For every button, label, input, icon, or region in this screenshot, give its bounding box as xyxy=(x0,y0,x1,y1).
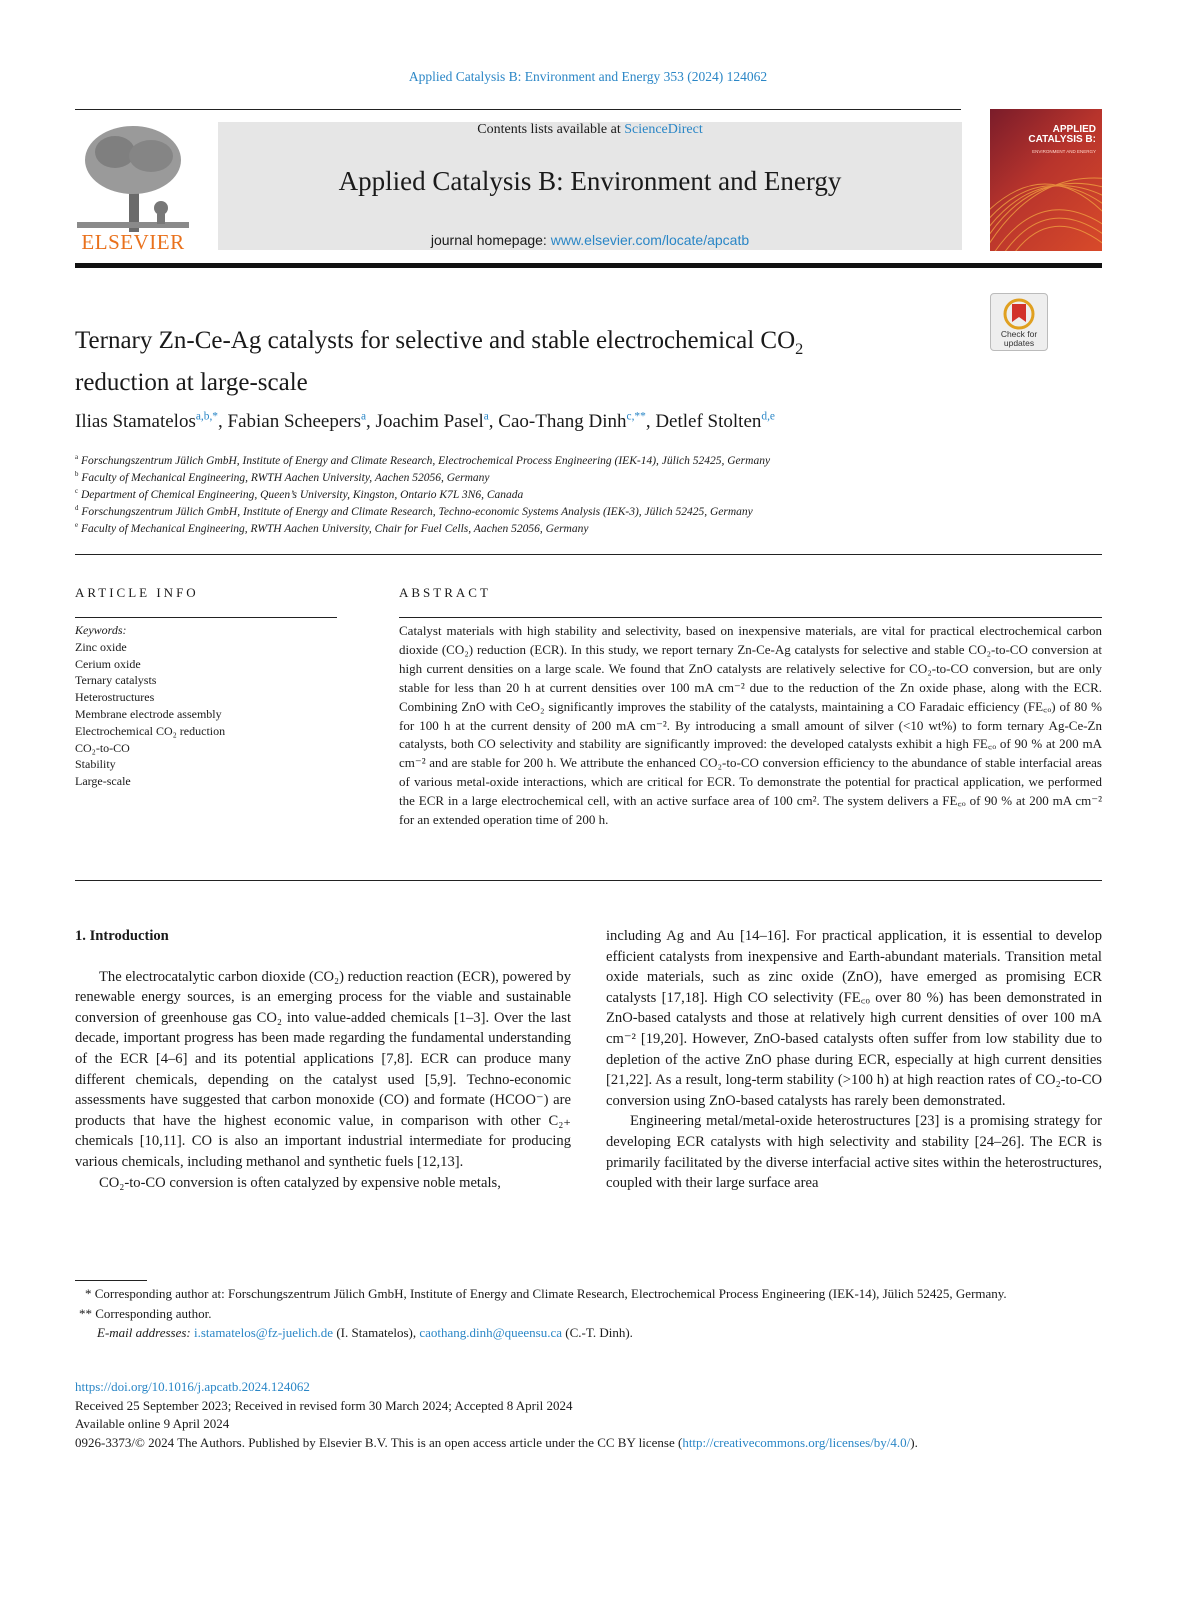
keyword-item: Zinc oxide xyxy=(75,639,127,654)
author-affiliation-marker[interactable]: a xyxy=(483,410,489,423)
email-name-1: (I. Stamatelos), xyxy=(336,1325,417,1340)
affiliation-item xyxy=(75,470,1105,487)
keyword-item: Ternary catalysts xyxy=(75,673,157,688)
affiliation-item xyxy=(75,487,1105,504)
journal-banner xyxy=(218,122,962,250)
email-label: E-mail addresses: xyxy=(97,1325,191,1340)
keyword-item: Membrane electrode assembly xyxy=(75,706,222,721)
homepage-prefix: journal homepage: xyxy=(430,232,547,248)
affiliation-key: c xyxy=(75,488,79,496)
footnote-corresponding-1: * Corresponding author at: Forschungszentrum Jülich GmbH, Institute of Energy and Climate Research, Electrochemical Process Engineering (IEK-14), Jülich 52425, Germany. xyxy=(85,1286,1007,1301)
author-name[interactable]: Cao-Thang Dinh xyxy=(498,411,627,432)
abstract-end-rule xyxy=(75,880,1102,881)
author-affiliation-marker[interactable]: c,** xyxy=(626,410,646,423)
keyword-list xyxy=(75,639,337,790)
publisher-name: ELSEVIER xyxy=(81,230,185,254)
author-affiliation-marker[interactable]: a xyxy=(360,410,367,423)
author-separator: , xyxy=(366,411,376,432)
journal-cover[interactable] xyxy=(990,109,1102,251)
license-link[interactable]: http://creativecommons.org/licenses/by/4.0/ xyxy=(682,1434,911,1450)
affiliation-key: e xyxy=(75,522,79,530)
cover-subtitle: ENVIRONMENT AND ENERGY xyxy=(1032,149,1096,154)
elsevier-logo xyxy=(73,122,193,254)
author-name[interactable]: Joachim Pasel xyxy=(375,411,484,432)
affiliation-key: a xyxy=(75,454,79,462)
homepage-link[interactable]: www.elsevier.com/locate/apcatb xyxy=(550,232,750,248)
keyword-item: CO₂-to-CO xyxy=(75,740,130,755)
body-column-right xyxy=(606,926,1102,1194)
section-heading-introduction: 1. Introduction xyxy=(75,928,169,944)
cover-title: APPLIED CATALYSIS B: xyxy=(1028,124,1096,145)
keyword-item: Stability xyxy=(75,757,116,772)
affiliation-text: Faculty of Mechanical Engineering, RWTH Aachen University, Chair for Fuel Cells, Aachen 52056, Germany xyxy=(78,523,589,535)
email-link-2[interactable]: caothang.dinh@queensu.ca xyxy=(419,1325,563,1340)
footnote-rule xyxy=(75,1280,147,1281)
article-title xyxy=(75,324,975,400)
keyword-item: Electrochemical CO₂ reduction xyxy=(75,723,226,738)
abstract-rule xyxy=(399,617,1102,618)
affiliation-key: b xyxy=(75,471,79,479)
license-prefix: 0926-3373/© 2024 The Authors. Published by Elsevier B.V. This is an open access article under the CC BY license ( xyxy=(75,1434,683,1450)
journal-homepage xyxy=(218,232,962,248)
author-separator: , xyxy=(218,411,228,432)
affiliation-text: Faculty of Mechanical Engineering, RWTH Aachen University, Aachen 52056, Germany xyxy=(78,472,490,484)
affiliation-list xyxy=(75,453,1105,538)
keyword-item: Large-scale xyxy=(75,774,131,789)
title-line-2: reduction at large-scale xyxy=(75,369,308,396)
doi-link[interactable]: https://doi.org/10.1016/j.apcatb.2024.124062 xyxy=(75,1379,310,1394)
article-info-rule xyxy=(75,617,337,618)
affiliation-item xyxy=(75,521,1105,538)
keyword-item: Cerium oxide xyxy=(75,656,141,671)
contents-prefix: Contents lists available at xyxy=(477,122,621,137)
title-subscript: 2 xyxy=(795,340,804,358)
author-separator: , xyxy=(488,411,499,432)
footnote-corresponding-2: ** Corresponding author. xyxy=(79,1305,212,1321)
abstract-heading: ABSTRACT xyxy=(399,585,491,600)
license-suffix: ). xyxy=(910,1434,918,1450)
body-paragraph: Engineering metal/metal-oxide heterostructures [23] is a promising strategy for developing ECR catalysts with high selectivity and stability [24–26]. The ECR is primarily facilitated by the diverse interfacial active sites within the heterostructures, coupled with their large surface area xyxy=(606,1113,1102,1192)
journal-reference[interactable]: Applied Catalysis B: Environment and Energy 353 (2024) 124062 xyxy=(408,69,768,84)
affiliation-rule xyxy=(75,554,1102,555)
author-name[interactable]: Detlef Stolten xyxy=(655,411,762,432)
affiliation-key: d xyxy=(75,505,79,513)
license-line xyxy=(75,1434,1115,1453)
footnotes xyxy=(75,1284,1102,1343)
author-name[interactable]: Ilias Stamatelos xyxy=(75,411,196,432)
sciencedirect-link[interactable]: ScienceDirect xyxy=(624,122,703,137)
abstract-text: Catalyst materials with high stability and selectivity, based on inexpensive materials, are vital for practical electrochemical carbon dioxide (CO₂) reduction (ECR). In this study, we report ternary Zn-Ce-Ag catalysts for selective and stable CO₂-to-CO conversion at high current densities on a large scale. We found that ZnO catalysts are relatively selective for CO₂-to-CO conversion, but are only stable for less than 20 h at current densities over 100 mA cm⁻² due to the reduction of the Zn oxide phase, along with the ECR. Combining ZnO with CeO₂ significantly improves the stability of the catalysts, maintaining a CO Faradaic efficiency (FE꜀ₒ) of 80 % for 100 h at the current density of 200 mA cm⁻². By introducing a small amount of silver (<10 wt%) to form ternary Ag-Ce-Zn catalysts, both CO selectivity and stability are significantly improved: the developed catalysts exhibit a high FE꜀ₒ of 90 % at 200 mA cm⁻² and are stable for 200 h. We attribute the enhanced CO₂-to-CO conversion efficiency to the abundance of stable interfacial areas of various metal-oxide interactions, which are critical for ECR. To demonstrate the potential for practical application, we performed the ECR in a large electrochemical cell, with an active surface area of 100 cm². The system delivers a FE꜀ₒ of 90 % at 200 mA cm⁻² for an extended operation time of 200 h. xyxy=(399,623,1102,828)
affiliation-item xyxy=(75,453,1105,470)
check-updates-label: Check for updates xyxy=(1000,329,1038,348)
affiliation-text: Department of Chemical Engineering, Queen’s University, Kingston, Ontario K7L 3N6, Canada xyxy=(78,489,524,501)
author-affiliation-marker[interactable]: a,b,* xyxy=(195,410,218,423)
author-list xyxy=(75,411,1105,433)
author-affiliation-marker[interactable]: d,e xyxy=(761,410,775,423)
journal-title: Applied Catalysis B: Environment and Energy xyxy=(338,166,842,196)
email-link-1[interactable]: i.stamatelos@fz-juelich.de xyxy=(194,1325,334,1340)
title-line-1: Ternary Zn-Ce-Ag catalysts for selective and stable electrochemical CO xyxy=(75,327,796,354)
affiliation-text: Forschungszentrum Jülich GmbH, Institute of Energy and Climate Research, Techno-economic Systems Analysis (IEK-3), Jülich 52425, Germany xyxy=(78,506,753,518)
keyword-item: Heterostructures xyxy=(75,690,155,705)
body-paragraph: CO₂-to-CO conversion is often catalyzed by expensive noble metals, xyxy=(99,1174,501,1191)
header-rule xyxy=(75,109,961,110)
email-name-2: (C.-T. Dinh). xyxy=(565,1325,633,1340)
publication-info xyxy=(75,1378,1115,1452)
keywords-label: Keywords: xyxy=(75,623,127,637)
body-paragraph: including Ag and Au [14–16]. For practical application, it is essential to develop efficient catalysts from inexpensive and Earth-abundant materials. Transition metal oxide materials, such as zinc oxide (ZnO), have emerged as promising ECR catalysts [17,18]. High CO selectivity (FE꜀ₒ over 80 %) has been demonstrated in ZnO-based catalysts and those at relatively high current densities of over 100 mA cm⁻² [19,20]. However, ZnO-based catalysts often suffer from low stability due to depletion of the active ZnO phase during ECR, especially at high current densities [21,22]. As a result, long-term stability (>100 h) at high reaction rates of CO₂-to-CO conversion using ZnO-based catalysts has rarely been demonstrated. xyxy=(606,928,1102,1109)
header-thick-rule xyxy=(75,263,1102,268)
check-for-updates-badge[interactable] xyxy=(990,293,1048,351)
affiliation-text: Forschungszentrum Jülich GmbH, Institute of Energy and Climate Research, Electrochemical Process Engineering (IEK-14), Jülich 52425, Germany xyxy=(78,455,771,467)
available-online: Available online 9 April 2024 xyxy=(75,1416,230,1431)
body-paragraph: The electrocatalytic carbon dioxide (CO₂) reduction reaction (ECR), powered by renewable energy sources, is an emerging process for the viable and sustainable conversion of greenhouse gas CO₂ into value-added chemicals [1–3]. Over the last decade, important progress has been made regarding the fundamental understanding of the ECR [4–6] and its potential applications [7,8]. ECR can produce many different chemicals, depending on the catalyst used [5,9]. Techno-economic assessments have suggested that carbon monoxide (CO) and formate (HCOO⁻) are products that have the highest economic value, in comparison with other C₂₊ chemicals [10,11]. CO is also an important industrial intermediate for producing various chemicals, including methanol and synthetic fuels [12,13]. xyxy=(75,968,571,1170)
author-name[interactable]: Fabian Scheepers xyxy=(227,411,361,432)
article-info-heading: ARTICLE INFO xyxy=(75,585,199,600)
author-separator: , xyxy=(645,411,656,432)
body-column-left xyxy=(75,926,571,1193)
footnote-emails xyxy=(75,1323,1102,1343)
contents-available xyxy=(218,122,962,138)
affiliation-item xyxy=(75,504,1105,521)
received-dates: Received 25 September 2023; Received in revised form 30 March 2024; Accepted 8 April 2024 xyxy=(75,1397,573,1413)
keywords-block xyxy=(75,622,337,790)
